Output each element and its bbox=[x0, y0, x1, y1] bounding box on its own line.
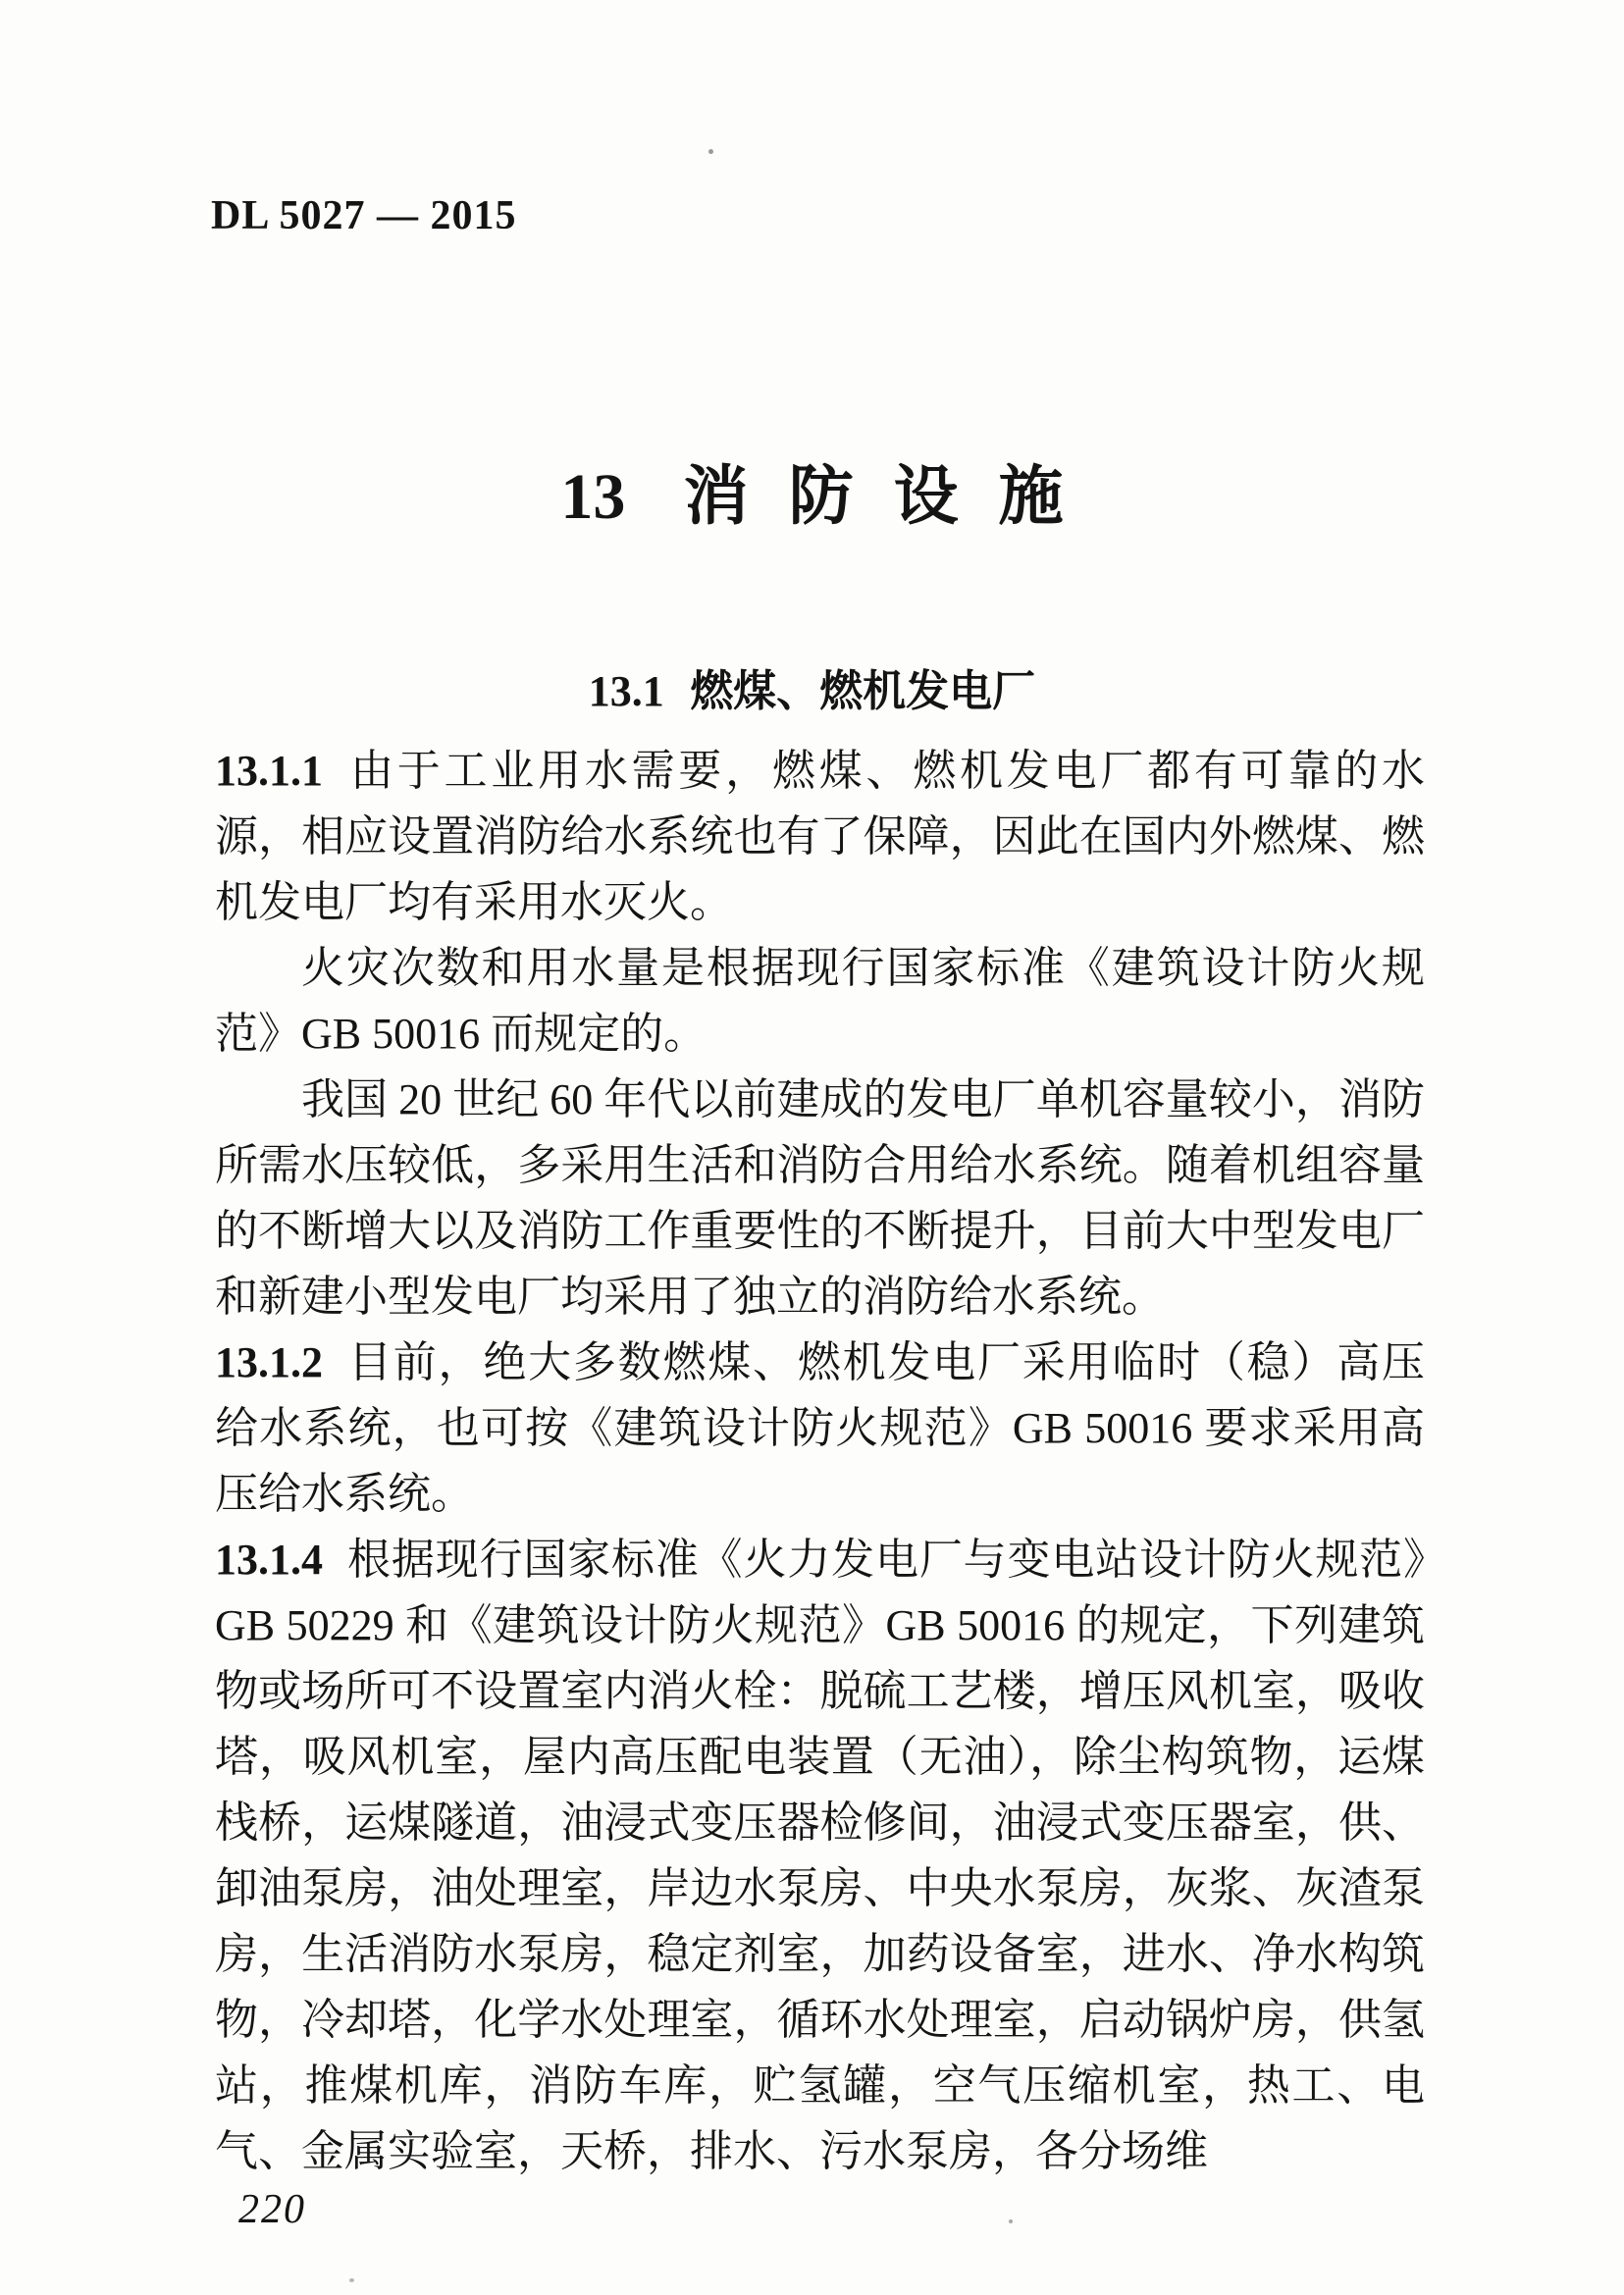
paragraph-text: 根据现行国家标准《火力发电厂与变电站设计防火规范》GB 50229 和《建筑设计防火规范》GB 50016 的规定，下列建筑物或场所可不设置室内消火栓：脱硫工艺楼，增压风机室，吸收塔，吸风机室，屋内高压配电装置（无油），除尘构筑物，运煤栈桥，运煤隧道，油浸式变压器检修间，油浸式变压器室，供、卸油泵房，油处理室，岸边水泵房、中央水泵房，灰浆、灰渣泵房，生活消防水泵房，稳定剂室，加药设备室，进水、净水构筑物，冷却塔，化学水处理室，循环水处理室，启动锅炉房，供氢站，推煤机库，消防车库，贮氢罐，空气压缩机室，热工、电气、金属实验室，天桥，排水、污水泵房，各分场维 bbox=[215, 1536, 1425, 2175]
doc-code: DL 5027 — 2015 bbox=[211, 193, 517, 238]
chapter-title: 消防设施 bbox=[683, 461, 1104, 533]
paragraph bbox=[215, 935, 1425, 1067]
paragraph-text: 由于工业用水需要，燃煤、燃机发电厂都有可靠的水源，相应设置消防给水系统也有了保障，因此在国内外燃煤、燃机发电厂均有采用水灭火。 bbox=[215, 747, 1425, 926]
clause-number: 13.1.2 bbox=[215, 1338, 323, 1386]
section-title: 燃煤、燃机发电厂 bbox=[690, 667, 1036, 715]
document-body bbox=[215, 738, 1425, 2184]
chapter-number: 13 bbox=[560, 461, 626, 533]
scan-speck bbox=[349, 2278, 354, 2282]
scan-speck bbox=[1009, 2219, 1013, 2223]
paragraph bbox=[215, 1330, 1425, 1527]
clause-number: 13.1.4 bbox=[215, 1536, 323, 1584]
paragraph-text: 目前，绝大多数燃煤、燃机发电厂采用临时（稳）高压给水系统，也可按《建筑设计防火规范》GB 50016 要求采用高压给水系统。 bbox=[215, 1338, 1425, 1518]
section-number: 13.1 bbox=[588, 667, 664, 715]
paragraph bbox=[215, 738, 1425, 935]
paragraph-text: 我国 20 世纪 60 年代以前建成的发电厂单机容量较小，消防所需水压较低，多采用生活和消防合用给水系统。随着机组容量的不断增大以及消防工作重要性的不断提升，目前大中型发电厂和新建小型发电厂均采用了独立的消防给水系统。 bbox=[215, 1075, 1425, 1321]
paragraph bbox=[215, 1067, 1425, 1330]
paragraph-text: 火灾次数和用水量是根据现行国家标准《建筑设计防火规范》GB 50016 而规定的。 bbox=[215, 944, 1425, 1058]
clause-number: 13.1.1 bbox=[215, 747, 323, 795]
page-number: 220 bbox=[238, 2187, 306, 2232]
section-heading bbox=[0, 655, 1624, 718]
scan-speck bbox=[708, 149, 713, 154]
chapter-heading bbox=[0, 443, 1624, 537]
paragraph bbox=[215, 1527, 1425, 2184]
